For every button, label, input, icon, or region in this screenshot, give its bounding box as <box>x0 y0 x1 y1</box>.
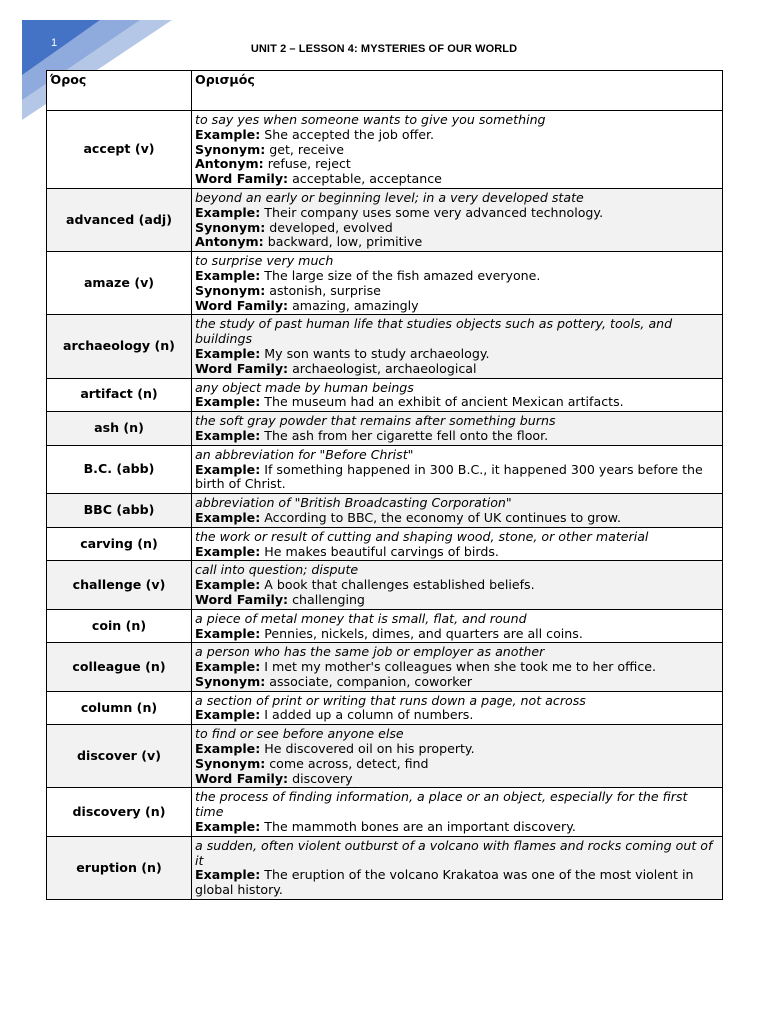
synonym-line <box>195 143 719 158</box>
example-label: Example: <box>195 427 261 443</box>
synonym-value: associate, companion, coworker <box>269 673 472 689</box>
word-family-value: acceptable, acceptance <box>292 171 442 187</box>
example-line <box>195 128 719 143</box>
table-row <box>47 111 723 189</box>
word-family-label: Word Family: <box>195 297 289 313</box>
definition-cell <box>192 836 723 899</box>
definition-cell <box>192 252 723 315</box>
synonym-value: developed, evolved <box>269 219 393 235</box>
term-cell: accept (v) <box>47 111 192 189</box>
table-row <box>47 725 723 788</box>
page-number: 1 <box>51 37 58 49</box>
example-label: Example: <box>195 267 261 283</box>
example-line <box>195 708 719 723</box>
term-cell: carving (n) <box>47 527 192 561</box>
synonym-label: Synonym: <box>195 673 266 689</box>
definition-cell <box>192 561 723 609</box>
definition-text: call into question; dispute <box>195 562 359 578</box>
word-family-line <box>195 299 719 314</box>
synonym-label: Synonym: <box>195 141 266 157</box>
antonym-value: refuse, reject <box>267 156 351 172</box>
table-header-row <box>47 71 723 111</box>
term-cell: colleague (n) <box>47 643 192 691</box>
definition-cell <box>192 527 723 561</box>
definition-cell <box>192 188 723 251</box>
example-value: According to BBC, the economy of UK continues to grow. <box>264 509 621 525</box>
term-cell: archaeology (n) <box>47 315 192 378</box>
definition-cell <box>192 412 723 446</box>
example-line <box>195 660 719 675</box>
definition-text: the process of finding information, a place or an object, especially for the first time <box>195 789 688 820</box>
example-line <box>195 511 719 526</box>
synonym-label: Synonym: <box>195 219 266 235</box>
definition-cell <box>192 494 723 528</box>
table-row <box>47 188 723 251</box>
example-value: The eruption of the volcano Krakatoa was one of the most violent in global history. <box>195 867 694 898</box>
vocabulary-table-body <box>47 111 723 900</box>
definition-text: a person who has the same job or employer as another <box>195 644 545 660</box>
word-family-label: Word Family: <box>195 360 289 376</box>
example-value: A book that challenges established beliefs. <box>264 577 535 593</box>
table-row <box>47 643 723 691</box>
example-value: The museum had an exhibit of ancient Mexican artifacts. <box>264 394 624 410</box>
antonym-line <box>195 235 719 250</box>
table-row <box>47 788 723 836</box>
word-family-value: discovery <box>292 770 353 786</box>
table-row <box>47 494 723 528</box>
term-cell: ash (n) <box>47 412 192 446</box>
table-row <box>47 252 723 315</box>
term-cell: artifact (n) <box>47 378 192 412</box>
page-title: UNIT 2 – LESSON 4: MYSTERIES OF OUR WORLD <box>250 43 518 55</box>
example-label: Example: <box>195 543 261 559</box>
example-line <box>195 429 719 444</box>
example-value: He makes beautiful carvings of birds. <box>264 543 499 559</box>
synonym-value: get, receive <box>269 141 344 157</box>
word-family-value: challenging <box>292 591 365 607</box>
table-row <box>47 412 723 446</box>
definition-cell <box>192 788 723 836</box>
synonym-line <box>195 284 719 299</box>
definition-cell <box>192 378 723 412</box>
example-label: Example: <box>195 126 261 142</box>
definition-text: a piece of metal money that is small, flat, and round <box>195 610 527 626</box>
example-value: Their company uses some very advanced technology. <box>264 204 604 220</box>
example-value: If something happened in 300 B.C., it happened 300 years before the birth of Christ. <box>195 461 703 492</box>
example-value: I added up a column of numbers. <box>264 707 474 723</box>
word-family-line <box>195 593 719 608</box>
definition-cell <box>192 315 723 378</box>
definition-text: to find or see before anyone else <box>195 726 404 742</box>
example-value: I met my mother's colleagues when she took me to her office. <box>264 659 656 675</box>
example-line <box>195 578 719 593</box>
table-row <box>47 445 723 493</box>
definition-text: beyond an early or beginning level; in a very developed state <box>195 189 584 205</box>
example-label: Example: <box>195 345 261 361</box>
example-line <box>195 742 719 757</box>
term-cell: coin (n) <box>47 609 192 643</box>
antonym-label: Antonym: <box>195 156 264 172</box>
example-line <box>195 463 719 493</box>
table-row <box>47 691 723 725</box>
example-label: Example: <box>195 394 261 410</box>
example-line <box>195 395 719 410</box>
example-line <box>195 820 719 835</box>
example-label: Example: <box>195 741 261 757</box>
definition-cell <box>192 111 723 189</box>
example-label: Example: <box>195 577 261 593</box>
definition-cell <box>192 609 723 643</box>
word-family-label: Word Family: <box>195 770 289 786</box>
example-label: Example: <box>195 461 261 477</box>
term-cell: eruption (n) <box>47 836 192 899</box>
word-family-line <box>195 772 719 787</box>
example-value: The mammoth bones are an important discovery. <box>264 819 576 835</box>
word-family-value: amazing, amazingly <box>292 297 419 313</box>
table-row <box>47 836 723 899</box>
definition-cell <box>192 725 723 788</box>
antonym-line <box>195 157 719 172</box>
example-label: Example: <box>195 204 261 220</box>
example-label: Example: <box>195 819 261 835</box>
example-line <box>195 206 719 221</box>
example-value: My son wants to study archaeology. <box>264 345 490 361</box>
table-row <box>47 378 723 412</box>
definition-cell <box>192 643 723 691</box>
example-label: Example: <box>195 659 261 675</box>
definition-text: a sudden, often violent outburst of a volcano with flames and rocks coming out of it <box>195 837 713 868</box>
synonym-label: Synonym: <box>195 282 266 298</box>
example-line <box>195 545 719 560</box>
word-family-line <box>195 362 719 377</box>
definition-cell <box>192 691 723 725</box>
example-label: Example: <box>195 625 261 641</box>
term-cell: discover (v) <box>47 725 192 788</box>
definition-text: to surprise very much <box>195 253 334 269</box>
synonym-line <box>195 675 719 690</box>
example-value: Pennies, nickels, dimes, and quarters are all coins. <box>264 625 583 641</box>
term-cell: column (n) <box>47 691 192 725</box>
term-cell: amaze (v) <box>47 252 192 315</box>
column-header-term: Όρος <box>47 71 192 111</box>
example-value: He discovered oil on his property. <box>264 741 475 757</box>
example-label: Example: <box>195 867 261 883</box>
definition-text: abbreviation of "British Broadcasting Corporation" <box>195 495 512 511</box>
definition-text: the work or result of cutting and shaping wood, stone, or other material <box>195 528 649 544</box>
definition-text: a section of print or writing that runs down a page, not across <box>195 692 586 708</box>
example-value: The ash from her cigarette fell onto the floor. <box>264 427 549 443</box>
table-row <box>47 315 723 378</box>
word-family-value: archaeologist, archaeological <box>292 360 477 376</box>
example-line <box>195 269 719 284</box>
term-cell: discovery (n) <box>47 788 192 836</box>
antonym-value: backward, low, primitive <box>267 234 423 250</box>
table-row <box>47 609 723 643</box>
antonym-label: Antonym: <box>195 234 264 250</box>
table-row <box>47 527 723 561</box>
synonym-line <box>195 221 719 236</box>
definition-text: any object made by human beings <box>195 379 414 395</box>
synonym-label: Synonym: <box>195 755 266 771</box>
definition-text: to say yes when someone wants to give you something <box>195 112 546 127</box>
example-label: Example: <box>195 509 261 525</box>
synonym-line <box>195 757 719 772</box>
example-label: Example: <box>195 707 261 723</box>
definition-cell <box>192 445 723 493</box>
example-line <box>195 868 719 898</box>
term-cell: challenge (v) <box>47 561 192 609</box>
word-family-line <box>195 172 719 187</box>
term-cell: B.C. (abb) <box>47 445 192 493</box>
word-family-label: Word Family: <box>195 171 289 187</box>
vocabulary-table <box>46 70 723 900</box>
example-value: The large size of the fish amazed everyone. <box>264 267 541 283</box>
definition-text: the soft gray powder that remains after something burns <box>195 413 556 429</box>
column-header-definition: Ορισμός <box>192 71 723 111</box>
synonym-value: astonish, surprise <box>269 282 381 298</box>
definition-text: an abbreviation for "Before Christ" <box>195 446 414 462</box>
definition-text: the study of past human life that studies objects such as pottery, tools, and buildings <box>195 316 673 347</box>
synonym-value: come across, detect, find <box>269 755 429 771</box>
table-row <box>47 561 723 609</box>
term-cell: BBC (abb) <box>47 494 192 528</box>
example-value: She accepted the job offer. <box>264 126 435 142</box>
example-line <box>195 627 719 642</box>
example-line <box>195 347 719 362</box>
term-cell: advanced (adj) <box>47 188 192 251</box>
word-family-label: Word Family: <box>195 591 289 607</box>
